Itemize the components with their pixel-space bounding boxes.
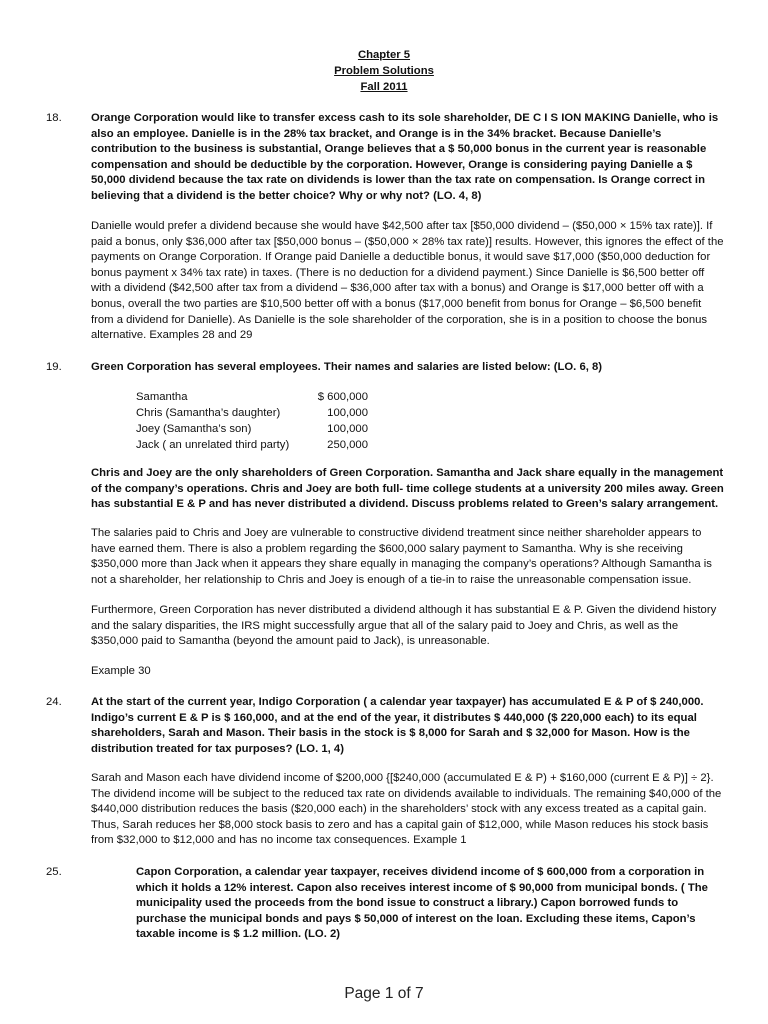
answer-19-part2: Furthermore, Green Corporation has never distributed a dividend although it has substantial E & P. Given the dividend history and the salary disparities, the IRS might successfully argue that all of the salary paid to Joey and Chris, as well as the $350,000 paid to Samantha (beyond the amount paid to Jack), is unreasonable. [91, 604, 717, 648]
chapter-title: Chapter 5 [357, 49, 411, 61]
answer-24: Sarah and Mason each have dividend income of $200,000 {[$240,000 (accumulated E & P) + $160,000 (current E & P)] ÷ 2}. The dividend income will be subject to the reduced tax rate on dividends available to individuals. The remaining $40,000 of the $440,000 distribution reduces the basis ($20,000 each) in the shareholders’ stock with any excess treated as a capital gain. Thus, Sarah reduces her $8,000 stock basis to zero and has a capital gain of $12,000, while Mason reduces his stock basis from $32,000 to $12,000 and has no income tax consequences. Example 1 [91, 772, 722, 847]
salary-row [136, 438, 396, 454]
salary-row [136, 406, 396, 422]
salary-row [136, 422, 396, 438]
salary-table [136, 390, 396, 454]
answer-18: Danielle would prefer a dividend because she would have $42,500 after tax [$50,000 dividend – ($50,000 × 15% tax rate)]. If paid a bonus, only $36,000 after tax [$50,000 bonus – ($50,000 × 28% tax rate)] results. However, this ignores the effect of the payments on Orange Corporation. If Orange paid Danielle a deductible bonus, it would save $17,000 ($50,000 deduction for bonus payment x 34% tax rate) in taxes. (There is no deduction for a dividend payment.) Since Danielle is $6,500 better off with a dividend ($42,500 after tax from a dividend – $36,000 after tax with a bonus) and Orange is $17,000 better off with a bonus, overall the two parties are $10,500 better off with a bonus ($17,000 benefit from bonus for Orange – $6,500 benefit from a dividend for Danielle). As Danielle is the sole shareholder of the corporation, she is in a position to choose the bonus alternative. Examples 28 and 29 [91, 220, 724, 342]
term-label: Fall 2011 [360, 81, 408, 93]
question-text: Capon Corporation, a calendar year taxpayer, receives dividend income of $ 600,000 from a corporation in which it holds a 12% interest. Capon also receives interest income of $ 90,000 from municipal bonds. ( The municipality used the proceeds from the bond issue to construct a library.) Capon borrowed funds to purchase the municipal bonds and pays $ 50,000 of interest on the loan. Excluding these items, Capon’s taxable income is $ 1.2 million. (LO. 2) [136, 866, 708, 941]
question-number: 19. [46, 361, 62, 373]
salary-amount: 100,000 [327, 407, 368, 419]
page-number: Page 1 of 7 [344, 985, 424, 1002]
employee-name: Jack ( an unrelated third party) [136, 439, 290, 451]
salary-row [136, 390, 396, 406]
question-text: Orange Corporation would like to transfer excess cash to its sole shareholder, DE C I S ION MAKING Danielle, who is also an employee. Danielle is in the 28% tax bracket, and Orange is in the 34% bracket. Because Danielle’s contribution to the business is substantial, Orange believes that a $ 50,000 bonus in the current year is reasonable compensation and should be deductible by the corporation. However, Orange is considering paying Danielle a $ 50,000 dividend because the tax rate on dividends is lower than the tax rate on compensation. Is Orange correct in believing that a dividend is the better choice? Why or why not? (LO. 4, 8) [91, 112, 719, 202]
salary-amount: 100,000 [327, 423, 368, 435]
employee-name: Samantha [136, 391, 188, 403]
answer-19-example: Example 30 [91, 665, 151, 677]
salary-amount: 250,000 [327, 439, 368, 451]
employee-name: Joey (Samantha’s son) [136, 423, 252, 435]
question-text: At the start of the current year, Indigo Corporation ( a calendar year taxpayer) has accumulated E & P of $ 240,000. Indigo’s current E & P is $ 160,000, and at the end of the year, it distributes $ 440,000 ($ 220,000 each) to its equal shareholders, Sarah and Mason. Their basis in the stock is $ 8,000 for Sarah and $ 32,000 for Mason. How is the distribution treated for tax purposes? (LO. 1, 4) [91, 696, 704, 755]
answer-19-part1: The salaries paid to Chris and Joey are vulnerable to constructive dividend treatment since neither shareholder appears to have earned them. There is also a problem regarding the $600,000 salary payment to Samantha. Why is she receiving $350,000 more than Jack when it appears they share equally in managing the company’s operations? Although Samantha is not a shareholder, her relationship to Chris and Joey is enough of a tie-in to raise the unreasonable compensation issue. [91, 527, 712, 586]
employee-name: Chris (Samantha’s daughter) [136, 407, 281, 419]
salary-amount: $ 600,000 [317, 391, 368, 403]
question-number: 25. [46, 866, 62, 878]
question-number: 18. [46, 112, 62, 124]
question-number: 24. [46, 696, 62, 708]
question-text: Green Corporation has several employees. Their names and salaries are listed below: (LO. 6, 8) [91, 361, 603, 373]
page-footer [0, 986, 768, 1002]
question-19-continued: Chris and Joey are the only shareholders of Green Corporation. Samantha and Jack share equally in the management of the company’s operations. Chris and Joey are both full- time college students at a university 200 miles away. Green has substantial E & P and has never distributed a dividend. Discuss problems related to Green’s salary arrangement. [91, 467, 724, 511]
page-header [0, 47, 768, 95]
document-subtitle: Problem Solutions [334, 65, 434, 77]
